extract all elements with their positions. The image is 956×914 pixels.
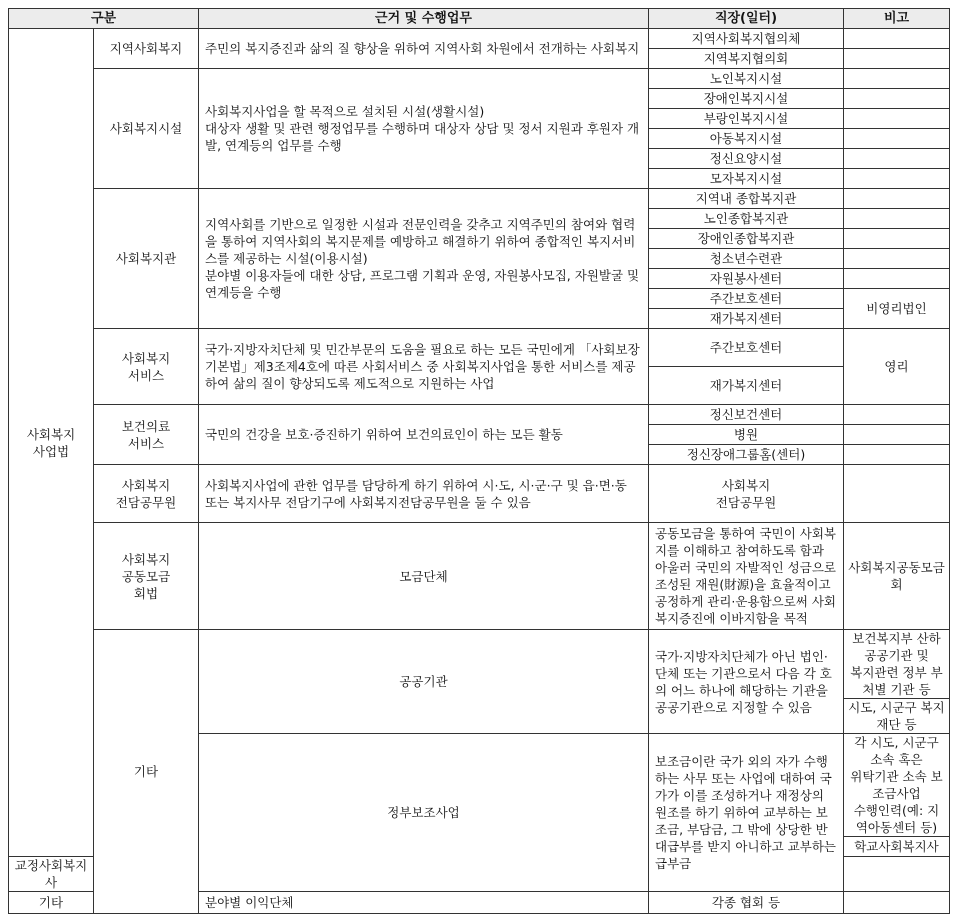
- note-cell: [844, 445, 950, 465]
- note-cell: [844, 69, 950, 89]
- note-cell: [844, 169, 950, 189]
- header-workplace: 직장(일터): [649, 9, 844, 29]
- workplace-cell: 재가복지센터: [649, 309, 844, 329]
- basis-description: 분야별 이익단체: [199, 892, 649, 914]
- table-row: [9, 69, 950, 89]
- note-cell: [844, 49, 950, 69]
- workplace-cell: 장애인복지시설: [649, 89, 844, 109]
- note-profit: 영리: [844, 329, 950, 405]
- note-cell: [844, 129, 950, 149]
- table-row: [9, 405, 950, 425]
- workplace-cell: 부랑인복지시설: [649, 109, 844, 129]
- workplace-cell: 보건복지부 산하 공공기관 및 복지관련 정부 부처별 기관 등: [844, 630, 950, 699]
- table-row: [9, 465, 950, 523]
- workplace-cell: 사회복지공동모금회: [844, 523, 950, 630]
- welfare-workplace-table: [8, 8, 950, 914]
- note-cell: [844, 465, 950, 523]
- table-row: [9, 523, 950, 630]
- workplace-cell: 병원: [649, 425, 844, 445]
- basis-description: 보조금이란 국가 외의 자가 수행하는 사무 또는 사업에 대하여 국가가 이를 조성하거나 재정상의 원조를 하기 위하여 교부하는 보조금, 부담금, 그 밖에 상당한 반대급부를 받지 아니하고 교부하는 급부금: [649, 734, 844, 892]
- header-category: 구분: [9, 9, 199, 29]
- workplace-cell: 교정사회복지사: [9, 857, 94, 892]
- note-cell: [844, 269, 950, 289]
- table-row: [9, 329, 950, 367]
- basis-description: 국민의 건강을 보호·증진하기 위하여 보건의료인이 하는 모든 활동: [199, 405, 649, 465]
- note-cell: [844, 209, 950, 229]
- note-cell: [844, 892, 950, 914]
- table-row: [9, 189, 950, 209]
- law-other: 기타: [94, 630, 199, 914]
- basis-description: 국가·지방자치단체 및 민간부문의 도움을 필요로 하는 모든 국민에게 「사회보장기본법」제3조제4호에 따른 사회서비스 중 사회복지사업을 통한 서비스를 제공하여 삶의 질이 향상되도록 제도적으로 지원하는 사업: [199, 329, 649, 405]
- note-cell: [844, 425, 950, 445]
- basis-description: 사회복지사업에 관한 업무를 담당하게 하기 위하여 시·도, 시·군·구 및 읍·면·동 또는 복지사무 전담기구에 사회복지전담공무원을 둘 수 있음: [199, 465, 649, 523]
- law-community-chest-act: 사회복지 공동모금 회법: [94, 523, 199, 630]
- basis-description: 국가·지방자치단체가 아닌 법인·단체 또는 기관으로서 다음 각 호의 어느 하나에 해당하는 기관을 공공기관으로 지정할 수 있음: [649, 630, 844, 734]
- workplace-cell: 모자복지시설: [649, 169, 844, 189]
- workplace-cell: 정신요양시설: [649, 149, 844, 169]
- sub-category: 모금단체: [199, 523, 649, 630]
- basis-description: 공동모금을 통하여 국민이 사회복지를 이해하고 참여하도록 함과 아울러 국민의 자발적인 성금으로 조성된 재원(財源)을 효율적이고 공정하게 관리·운용함으로써 사회복지증진에 이바지함을 목적: [649, 523, 844, 630]
- workplace-cell: 청소년수련관: [649, 249, 844, 269]
- basis-description: 주민의 복지증진과 삶의 질 향상을 위하여 지역사회 차원에서 전개하는 사회복지: [199, 29, 649, 69]
- note-cell: [844, 89, 950, 109]
- sub-category: 지역사회복지: [94, 29, 199, 69]
- table-row: [9, 630, 950, 699]
- workplace-cell: 노인종합복지관: [649, 209, 844, 229]
- workplace-cell: 주간보호센터: [649, 329, 844, 367]
- note-cell: [844, 857, 950, 892]
- workplace-cell: 자원봉사센터: [649, 269, 844, 289]
- note-cell: [844, 249, 950, 269]
- workplace-cell: 장애인종합복지관: [649, 229, 844, 249]
- workplace-cell: 아동복지시설: [649, 129, 844, 149]
- sub-category: 사회복지시설: [94, 69, 199, 189]
- header-basis: 근거 및 수행업무: [199, 9, 649, 29]
- workplace-cell: 지역사회복지협의체: [649, 29, 844, 49]
- table-row: [9, 29, 950, 49]
- sub-category: 정부보조사업: [199, 734, 649, 892]
- workplace-cell: 주간보호센터: [649, 289, 844, 309]
- note-nonprofit: 비영리법인: [844, 289, 950, 329]
- workplace-cell: 학교사회복지사: [844, 837, 950, 857]
- header-row: [9, 9, 950, 29]
- workplace-cell: 지역복지협의회: [649, 49, 844, 69]
- sub-category: 보건의료 서비스: [94, 405, 199, 465]
- workplace-cell: 정신보건센터: [649, 405, 844, 425]
- note-cell: [844, 229, 950, 249]
- sub-category: 사회복지 전담공무원: [94, 465, 199, 523]
- sub-category: 사회복지관: [94, 189, 199, 329]
- header-note: 비고: [844, 9, 950, 29]
- sub-category: 사회복지 서비스: [94, 329, 199, 405]
- note-cell: [844, 149, 950, 169]
- workplace-cell: 시도, 시군구 복지재단 등: [844, 699, 950, 734]
- note-cell: [844, 405, 950, 425]
- workplace-cell: 정신장애그룹홈(센터): [649, 445, 844, 465]
- workplace-cell: 각종 협회 등: [649, 892, 844, 914]
- sub-category: 기타: [9, 892, 94, 914]
- law-social-welfare-business-act: 사회복지 사업법: [9, 29, 94, 857]
- basis-description: 사회복지사업을 할 목적으로 설치된 시설(생활시설) 대상자 생활 및 관련 행정업무를 수행하며 대상자 상담 및 정서 지원과 후원자 개발, 연계등의 업무를 수행: [199, 69, 649, 189]
- note-cell: [844, 109, 950, 129]
- workplace-cell: 각 시도, 시군구 소속 혹은 위탁기관 소속 보조금사업 수행인력(예: 지역아동센터 등): [844, 734, 950, 837]
- sub-category: 공공기관: [199, 630, 649, 734]
- workplace-cell: 사회복지 전담공무원: [649, 465, 844, 523]
- basis-description: 지역사회를 기반으로 일정한 시설과 전문인력을 갖추고 지역주민의 참여와 협력을 통하여 지역사회의 복지문제를 예방하고 해결하기 위하여 종합적인 복지서비스를 제공하는 시설(이용시설) 분야별 이용자들에 대한 상담, 프로그램 기획과 운영, 자원봉사모집, 자원발굴 및 연계등을 수행: [199, 189, 649, 329]
- workplace-cell: 노인복지시설: [649, 69, 844, 89]
- note-cell: [844, 29, 950, 49]
- workplace-cell: 재가복지센터: [649, 367, 844, 405]
- note-cell: [844, 189, 950, 209]
- workplace-cell: 지역내 종합복지관: [649, 189, 844, 209]
